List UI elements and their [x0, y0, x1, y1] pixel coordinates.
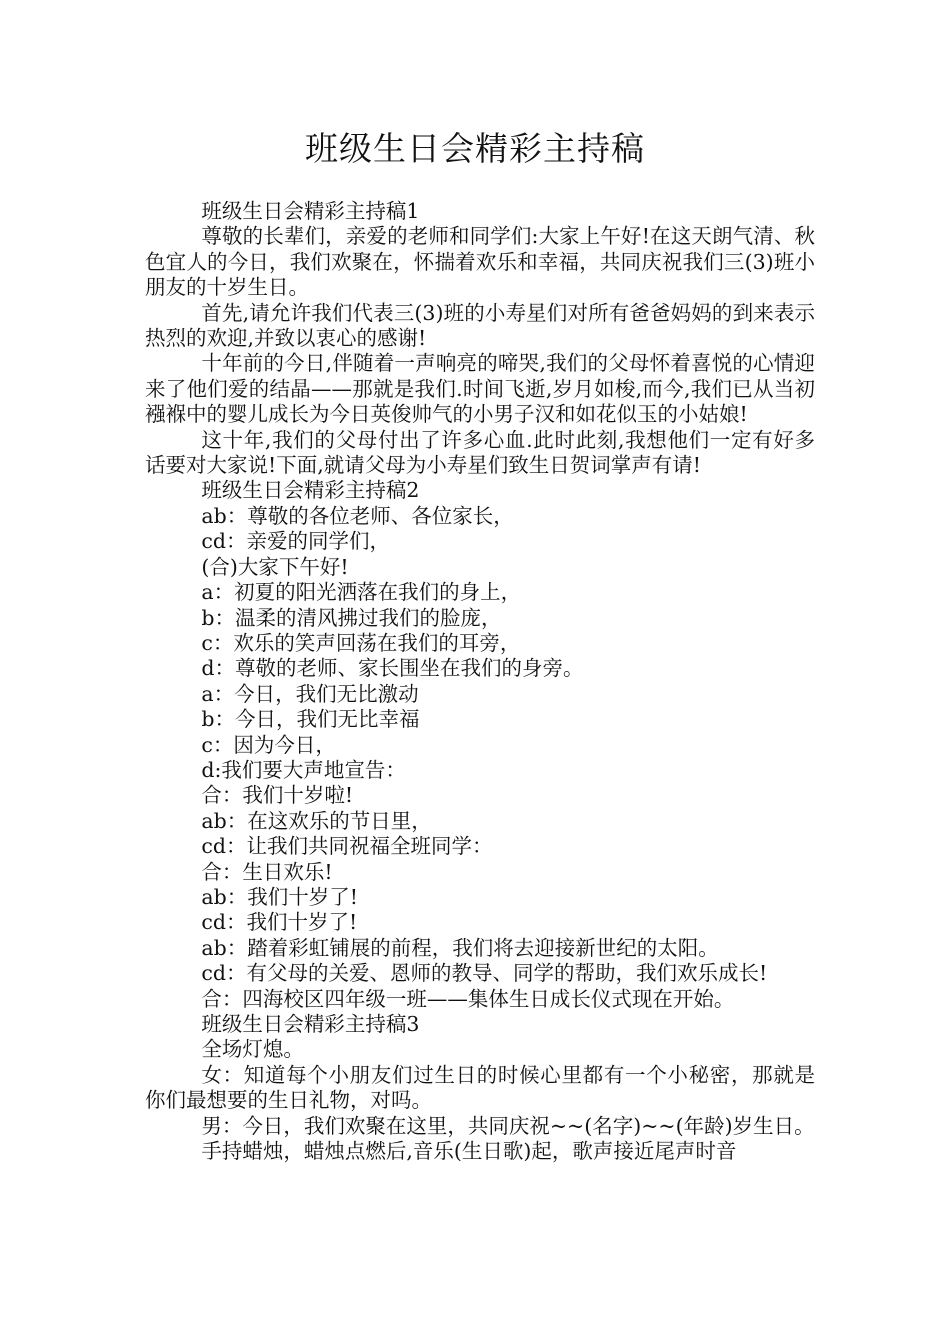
script-line: 合：我们十岁啦!: [201, 783, 354, 808]
script-line: ab：尊敬的各位老师、各位家长，: [201, 503, 514, 528]
script-line: cd：有父母的关爱、恩师的教导、同学的帮助，我们欢乐成长!: [201, 961, 768, 986]
section-heading: 班级生日会精彩主持稿1: [201, 199, 420, 223]
script-line: 合：生日欢乐!: [201, 859, 333, 884]
script-line: (合)大家下午好!: [201, 554, 349, 579]
script-line: a：初夏的阳光洒落在我们的身上，: [201, 580, 522, 605]
script-line: cd：让我们共同祝福全班同学：: [201, 834, 493, 859]
script-line: d:我们要大声地宣告：: [201, 757, 406, 782]
paragraph: 手持蜡烛，蜡烛点燃后,音乐(生日歌)起，歌声接近尾声时音: [201, 1139, 737, 1164]
script-line: ab：我们十岁了!: [201, 884, 358, 909]
script-line: b：温柔的清风拂过我们的脸庞，: [201, 605, 502, 630]
paragraph: 十年前的今日,伴随着一声响亮的啼哭,我们的父母怀着喜悦的心情迎来了他们爱的结晶——那就是我们.时间飞逝,岁月如梭,而今,我们已从当初襁褓中的婴儿成长为今日英俊帅气的小男子汉和如花似玉的小姑娘!: [145, 351, 815, 427]
script-line: c：因为今日，: [201, 732, 336, 757]
page-title: 班级生日会精彩主持稿: [305, 129, 645, 168]
script-line: ab：在这欢乐的节日里，: [201, 808, 432, 833]
section-heading: 班级生日会精彩主持稿2: [201, 478, 420, 503]
paragraph: 女：知道每个小朋友们过生日的时候心里都有一个小秘密，那就是你们最想要的生日礼物，对吗。: [145, 1062, 815, 1113]
script-line: a：今日，我们无比激动: [201, 681, 419, 706]
script-line: c：欢乐的笑声回荡在我们的耳旁，: [201, 630, 521, 655]
script-line: cd：我们十岁了!: [201, 910, 358, 935]
script-line: 全场灯熄。: [201, 1037, 304, 1062]
paragraph: 男：今日，我们欢聚在这里，共同庆祝~~(名字)~~(年龄)岁生日。: [201, 1113, 815, 1138]
paragraph: 首先,请允许我们代表三(3)班的小寿星们对所有爸爸妈妈的到来表示热烈的欢迎,并致以衷心的感谢!: [145, 300, 815, 351]
script-line: b：今日，我们无比幸福: [201, 707, 420, 732]
document-body: [145, 199, 815, 1164]
section-heading: 班级生日会精彩主持稿3: [201, 1012, 420, 1036]
script-line: cd：亲爱的同学们，: [201, 529, 390, 554]
paragraph: 尊敬的长辈们，亲爱的老师和同学们:大家上午好!在这天朗气清、秋色宜人的今日，我们欢聚在，怀揣着欢乐和幸福，共同庆祝我们三(3)班小朋友的十岁生日。: [145, 224, 815, 300]
script-line: 合：四海校区四年级一班——集体生日成长仪式现在开始。: [201, 986, 735, 1011]
paragraph: 这十年,我们的父母付出了许多心血.此时此刻,我想他们一定有好多话要对大家说!下面,就请父母为小寿星们致生日贺词掌声有请!: [145, 427, 815, 478]
script-line: ab：踏着彩虹铺展的前程，我们将去迎接新世纪的太阳。: [201, 935, 719, 960]
script-line: d：尊敬的老师、家长围坐在我们的身旁。: [201, 656, 584, 681]
